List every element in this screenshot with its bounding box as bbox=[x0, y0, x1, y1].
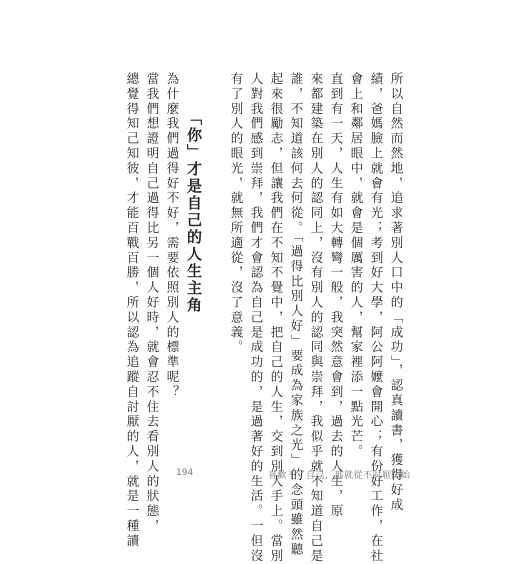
text-column-11: 當我們想證明自己過得比另一個人好時，就會忍不住去看別人的狀態， bbox=[145, 72, 160, 534]
text-column-4: 直到有一天，人生有如大轉彎一般，我突然意會到，過去的人生，原 bbox=[329, 72, 344, 519]
text-column-12: 總覺得知己知彼，才能百戰百勝，所以認為追蹤自討厭的人，就是一種讀 bbox=[125, 72, 140, 549]
text-column-10: 為什麼我們過得好不好，需要依照別人的標準呢？ bbox=[165, 72, 180, 400]
text-column-9: 有了別人的眼光，就無所適從，沒了意義。 bbox=[229, 72, 244, 356]
text-column-6: 誰，不知道該何去何從。「過得比別人好」要成為家族之光」的念頭雖然聽 bbox=[289, 72, 304, 558]
text-column-2: 績，爸媽臉上就會有光；考到好大學，阿公阿嬤會開心；有份好工作，在社 bbox=[369, 72, 384, 564]
running-footer-title: 喜歡不了自己，那就從不討厭開始 bbox=[268, 471, 411, 481]
text-column-5: 來都建築在別人的認同上，沒有別人的認同與崇拜，我似乎就不知道自己是 bbox=[309, 72, 324, 564]
page-number: 194 bbox=[176, 468, 194, 478]
text-column-8: 人對我們感到崇拜，我們才會認為自己是成功的，是過著好的生活。一但沒 bbox=[249, 72, 264, 564]
section-heading: 「你」才是自己的人生主角 bbox=[185, 110, 203, 314]
text-column-1: 所以自然而然地，追求著別人口中的「成功」，認真讀書，獲得好成 bbox=[389, 72, 404, 513]
text-column-3: 會上和鄰居眼中，就會是個厲害的人，幫家裡添一點光芒。 bbox=[349, 72, 364, 460]
text-column-7: 起來很勵志，但讓我們在不知不覺中，把自己的人生，交到別人手上。當別 bbox=[269, 72, 284, 564]
